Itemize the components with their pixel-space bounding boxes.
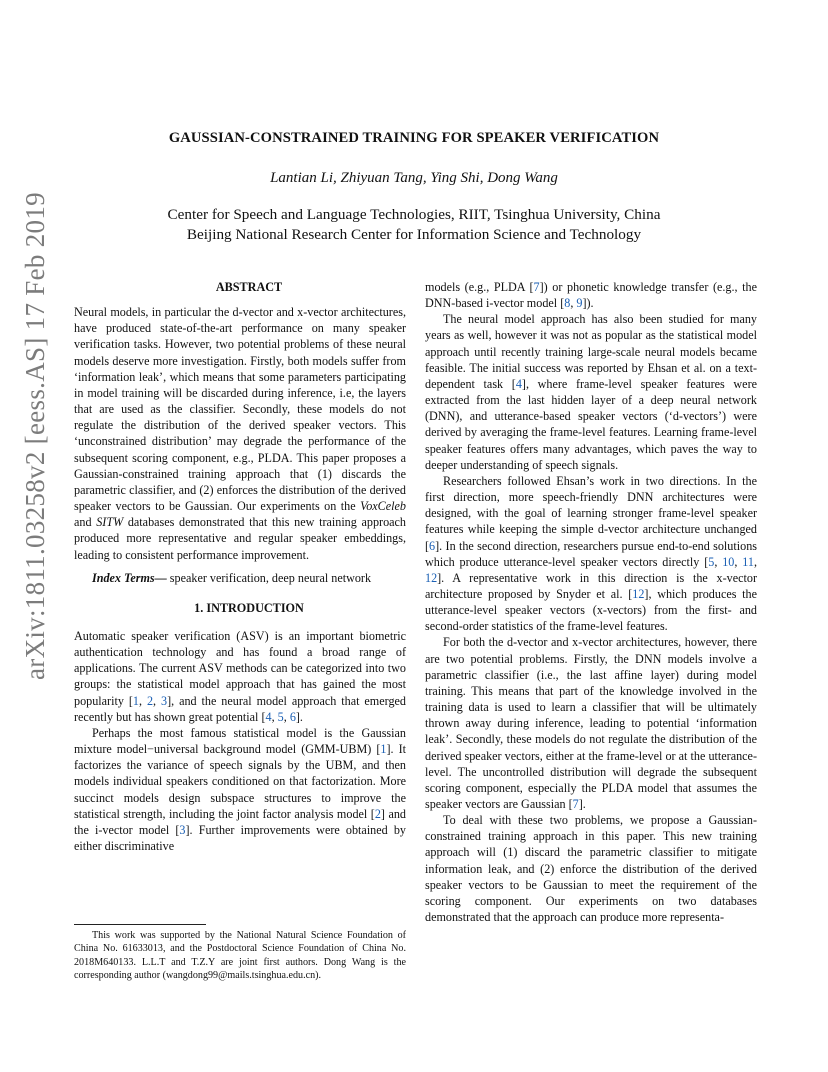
abstract-heading: ABSTRACT: [215, 280, 283, 294]
citation-link[interactable]: 5: [708, 554, 715, 569]
arxiv-identifier-text: arXiv:1811.03258v2 [eess.AS] 17 Feb 2019: [20, 192, 50, 680]
citation-link[interactable]: 1: [132, 693, 139, 708]
index-terms: [74, 570, 406, 586]
footnote-divider: [74, 924, 206, 925]
citation-link[interactable]: 7: [533, 280, 540, 294]
citation-link[interactable]: 2: [374, 806, 381, 821]
intro-paragraph-2: Perhaps the most famous statistical model is the Gaussian mixture model−universal background model (GMM-UBM) [1]. It factorizes the variance of speech signals by the UBM, and then models individual speakers conditioned on that factorization. More succinct models design subspace structures to improve the statistical strength, including the joint factor analysis model [2] and the i-vector model [3]. Further improvements were obtained by either discriminative: [74, 725, 407, 853]
citation-link[interactable]: 3: [160, 693, 168, 708]
index-terms-label: Index Terms—: [92, 570, 167, 585]
left-column: [74, 279, 406, 854]
citation-link[interactable]: 12: [425, 570, 438, 585]
voxceleb-dataset-name: VoxCeleb: [360, 499, 406, 514]
citation-link[interactable]: 8: [564, 296, 571, 311]
citation-link[interactable]: 11: [742, 554, 754, 569]
right-paragraph-continuation: models (e.g., PLDA [7]) or phonetic knowledge transfer (e.g., the DNN-based i-vector model [8, 9]).: [425, 280, 757, 311]
citation-link[interactable]: 4: [515, 376, 522, 391]
citation-link[interactable]: 5: [277, 709, 284, 724]
affiliation-line-2: Beijing National Research Center for Information Science and Technology: [186, 226, 642, 243]
paper-authors: Lantian Li, Zhiyuan Tang, Ying Shi, Dong Wang: [270, 170, 558, 186]
arxiv-identifier-stamp: [18, 192, 52, 680]
citation-link[interactable]: 6: [289, 709, 296, 724]
index-terms-text: speaker verification, deep neural network: [166, 570, 372, 585]
citation-link[interactable]: 2: [146, 693, 154, 708]
citation-link[interactable]: 12: [632, 586, 645, 601]
intro-paragraph-1: Automatic speaker verification (ASV) is an important biometric authentication technology and has found a broad range of applications. The current ASV methods can be categorized into two groups: the statistical model approach that has gained the most popularity [1, 2, 3], and the neural model approach that emerged recently but has shown great potential [4, 5, 6].: [74, 628, 406, 724]
citation-link[interactable]: 6: [429, 538, 436, 553]
introduction-heading: 1. INTRODUCTION: [194, 600, 304, 615]
right-paragraph-2: Researchers followed Ehsan’s work in two directions. In the first direction, more speech-friendly DNN architectures were designed, with the goal of learning stronger frame-level speaker features while keeping the simple d-vector architecture unchanged [6]. In the second direction, researchers pursue end-to-end solutions which produce utterance-level speaker vectors directly [5, 10, 11, 12]. A representative work in this direction is the x-vector architecture proposed by Snyder et al. [12], which produces the utterance-level speaker vectors (x-vectors) from the first- and second-order statistics of the frame-level features.: [425, 473, 757, 634]
citation-link[interactable]: 1: [380, 742, 387, 757]
citation-link[interactable]: 4: [265, 709, 272, 724]
right-paragraph-4: To deal with these two problems, we propose a Gaussian-constrained training approach in this paper. This new training approach will (1) discard the parametric classifier to mitigate information leak, and (2) enforce the distribution of the derived speaker vectors to be Gaussian to meet the requirement of the scoring component. Our experiments on two databases demonstrated that the approach can produce more representa-: [425, 813, 757, 925]
sitw-dataset-name: SITW: [96, 515, 124, 530]
right-paragraph-3: For both the d-vector and x-vector architectures, however, there are two potential problems. Firstly, the DNN models involve a parametric classifier (i.e., the last affine layer) during model training. This means that part of the knowledge involved in the training data is used to learn a classifier that will be ultimately thrown away during inference, leading to potential ‘information leak’. Secondly, these models do not regulate the distribution of the derived speaker vectors, either at the frame-level or at the utterance-level. The uncontrolled distribution will degrade the subsequent scoring component, especially the PLDA model that assumes the speaker vectors are Gaussian [7].: [425, 635, 757, 811]
citation-link[interactable]: 7: [572, 797, 579, 811]
affiliation-line-1: Center for Speech and Language Technologies, RIIT, Tsinghua University, China: [167, 206, 661, 223]
citation-link[interactable]: 9: [576, 296, 583, 311]
abstract-paragraph: Neural models, in particular the d-vector and x-vector architectures, have produced state-of-the-art performance on many speaker verification tasks. However, two potential problems of these neural models deserve more investigation. Firstly, both models suffer from ‘information leak’, which means that some parameters participating in model training will be discarded during inference, i.e, the layers that are used as the classifier. Secondly, these models do not regulate the distribution of the derived speaker vectors. This ‘unconstrained distribution’ may degrade the performance of the subsequent scoring component, e.g., PLDA. This paper proposes a Gaussian-constrained training approach that (1) discards the parametric classifier, and (2) enforces the distribution of the derived speaker vectors to be Gaussian. Our experiments on the VoxCeleb and SITW databases demonstrated that this new training approach produced more representative and regular speaker embeddings, leading to consistent performance improvement.: [74, 305, 406, 562]
right-column: [425, 279, 757, 925]
right-paragraph-1: The neural model approach has also been studied for many years as well, however it was not as popular as the statistical model approach until recently training large-scale neural models became feasible. The initial success was reported by Ehsan et al. on a text-dependent task [4], where frame-level speaker features were extracted from the last hidden layer of a deep neural network (DNN), and utterance-based speaker vectors (‘d-vectors’) were derived by averaging the frame-level features. Learning frame-level speaker features offers many advantages, which paves the way to deeper understanding of speech signals.: [425, 312, 758, 472]
citation-link[interactable]: 10: [722, 554, 735, 569]
footnote: This work was supported by the National Natural Science Foundation of China No. 61633013, and the Postdoctoral Science Foundation of China No. 2018M640133. L.L.T and T.Z.Y are joint first authors. Dong Wang is the corresponding author (wangdong99@mails.tsinghua.edu.cn).: [74, 930, 406, 981]
citation-link[interactable]: 3: [179, 822, 186, 837]
paper-title: GAUSSIAN-CONSTRAINED TRAINING FOR SPEAKER VERIFICATION: [168, 130, 660, 146]
